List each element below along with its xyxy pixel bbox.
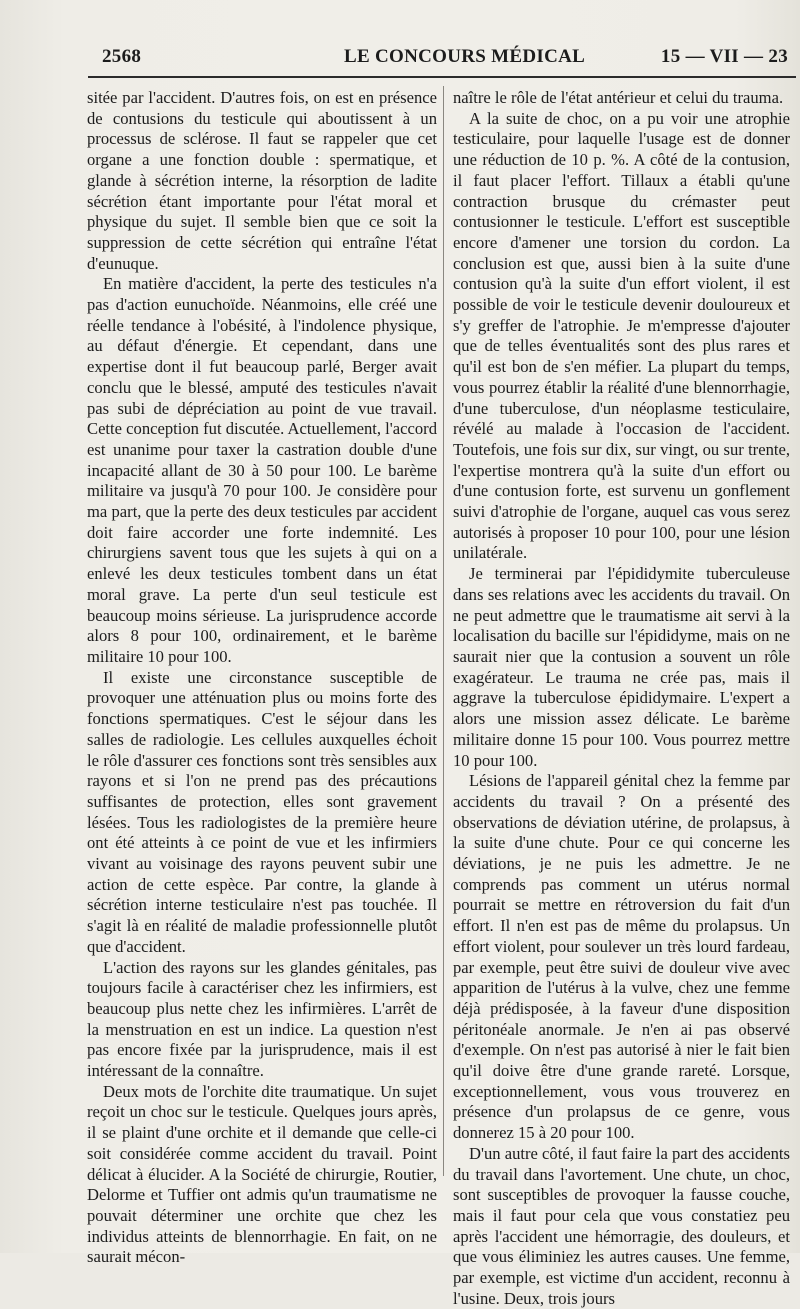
paragraph: En matière d'accident, la perte des testicules n'a pas d'action eunuchoïde. Néanmoins, elle créé une réelle tendance à l'obésité, à l'indolence physique, au défaut d'énergie. Et cependant, dans une expertise dont il fut beaucoup parlé, Berger avait conclu que le blessé, amputé des testicules n'avait pas subi de dépréciation au point de vue travail. Cette conception fut discutée. Actuellement, l'accord est unanime pour taxer la castration double d'une incapacité allant de 30 à 50 pour 100. Le barème militaire va jusqu'à 70 pour 100. Je considère pour ma part, que la perte des deux testicules par accident doit faire accorder une forte indemnité. Les chirurgiens savent tous que les sujets à qui on a enlevé les deux testicules tombent dans un état moral grave. La perte d'un seul testicule est beaucoup moins sérieuse. La jurisprudence accorde alors 8 pour 100, ordinairement, et le barème militaire 10 pour 100. [87, 274, 437, 666]
paragraph: Il existe une circonstance susceptible de provoquer une atténuation plus ou moins forte des fonctions spermatiques. C'est le séjour dans les salles de radiologie. Les cellules auxquelles échoit le rôle d'assurer ces fonctions sont très sensibles aux rayons et si l'on ne prend pas des précautions suffisantes de protection, elles sont gravement lésées. Tous les radiologistes de la première heure ont été atteints à ce point de vue et les infirmiers vivant au voisinage des rayons peuvent subir une action de cette espèce. Par contre, la glande à sécrétion interne testiculaire n'est pas touchée. Il s'agit là en réalité de maladie professionnelle plutôt que d'accident. [87, 667, 437, 956]
header-rule [88, 76, 796, 78]
right-column [453, 88, 790, 1309]
page-header [100, 46, 792, 76]
paragraph: D'un autre côté, il faut faire la part des accidents du travail dans l'avortement. Une chute, un choc, sont susceptibles de provoquer la fausse couche, mais il faut pour cela que vous constatiez peu après l'accident une hémorragie, des douleurs, et que vous éliminiez les autres causes. Une femme, par exemple, est victime d'un accident, reconnu à l'usine. Deux, trois jours [453, 1143, 790, 1308]
paragraph: L'action des rayons sur les glandes génitales, pas toujours facile à caractériser chez les infirmiers, est beaucoup plus nette chez les infirmières. L'arrêt de la menstruation en est un indice. La question n'est pas encore fixée par la jurisprudence, mais il est intéressant de la connaître. [87, 957, 437, 1081]
journal-title: LE CONCOURS MÉDICAL [344, 46, 586, 67]
column-divider [443, 86, 444, 1176]
left-column [87, 88, 437, 1268]
paragraph: A la suite de choc, on a pu voir une atrophie testiculaire, pour laquelle l'usage est de donner une réduction de 10 p. %. A côté de la contusion, il faut placer l'effort. Tillaux a établi qu'une contraction brusque du crémaster peut contusionner le testicule. L'effort est susceptible encore d'amener une torsion du cordon. La conclusion est que, aussi bien à la suite d'une contusion qu'à la suite d'un effort violent, il est possible de voir le testicule devenir douloureux et s'y greffer de l'atrophie. Je m'empresse d'ajouter que de telles éventualités sont des plus rares et qu'il est bon de s'en méfier. La plupart du temps, vous pourrez établir la réalité d'une blennorrhagie, d'une tuberculose, d'un néoplasme testiculaire, révélé au malade à l'occasion de l'accident. Toutefois, une fois sur dix, sur vingt, ou sur trente, l'expertise montrera qu'à la suite d'un effort ou d'une contusion forte, est survenu un gonflement suivi d'atrophie de l'organe, auquel cas vous serez autorisés à proposer 10 pour 100, pour une lésion unilatérale. [453, 108, 790, 563]
paragraph: Lésions de l'appareil génital chez la femme par accidents du travail ? On a présenté des observations de déviation utérine, de prolapsus, à la suite d'une chute. Pour ce qui concerne les déviations, je ne puis les admettre. Je ne comprends pas comment un utérus normal pourrait se mettre en rétroversion du fait d'un effort. Il n'en est pas de même du prolapsus. Un effort violent, pour soulever un très lourd fardeau, par exemple, peut être suivi de douleur vive avec apparition de l'utérus à la vulve, chez une femme déjà prédisposée, à la faveur d'une disposition péritonéale anormale. Je n'en ai pas observé d'exemple. On n'est pas autorisé à nier le fait bien qu'il doive être d'une grande rareté. Lorsque, exceptionnellement, vous vous trouverez en présence d'un prolapsus de ce genre, vous donnerez 15 à 20 pour 100. [453, 771, 790, 1143]
paragraph: Deux mots de l'orchite dite traumatique. Un sujet reçoit un choc sur le testicule. Quelques jours après, il se plaint d'une orchite et il demande que celle-ci soit considérée comme accident du travail. Point délicat à élucider. A la Société de chirurgie, Routier, Delorme et Tuffier ont admis qu'un traumatisme ne pouvait déterminer une orchite que chez les individus atteints de blennorrhagie. En fait, on ne saurait mécon- [87, 1081, 437, 1267]
page-number: 2568 [102, 46, 142, 67]
paragraph: Je terminerai par l'épididymite tuberculeuse dans ses relations avec les accidents du travail. On ne peut admettre que le traumatisme ait servi à la localisation du bacille sur l'épididyme, mais on ne saurait nier que la contusion a souvent un rôle exagérateur. Le trauma ne crée pas, mais il aggrave la tuberculose épididymaire. L'expert a alors une mission assez délicate. Le barème militaire donne 15 pour 100. Vous pourrez mettre 10 pour 100. [453, 564, 790, 770]
paragraph: naître le rôle de l'état antérieur et celui du trauma. [453, 88, 784, 107]
paragraph: sitée par l'accident. D'autres fois, on est en présence de contusions du testicule qui aboutissent à un processus de sclérose. Il faut se rappeler que cet organe a une fonction double : spermatique, et glande à sécrétion interne, la résorption de ladite sécrétion étant importante pour l'état moral et physique du sujet. Il semble bien que ce soit la suppression de cette sécrétion qui entraîne l'état d'eunuque. [87, 88, 437, 273]
issue-date: 15 — VII — 23 [660, 46, 788, 67]
